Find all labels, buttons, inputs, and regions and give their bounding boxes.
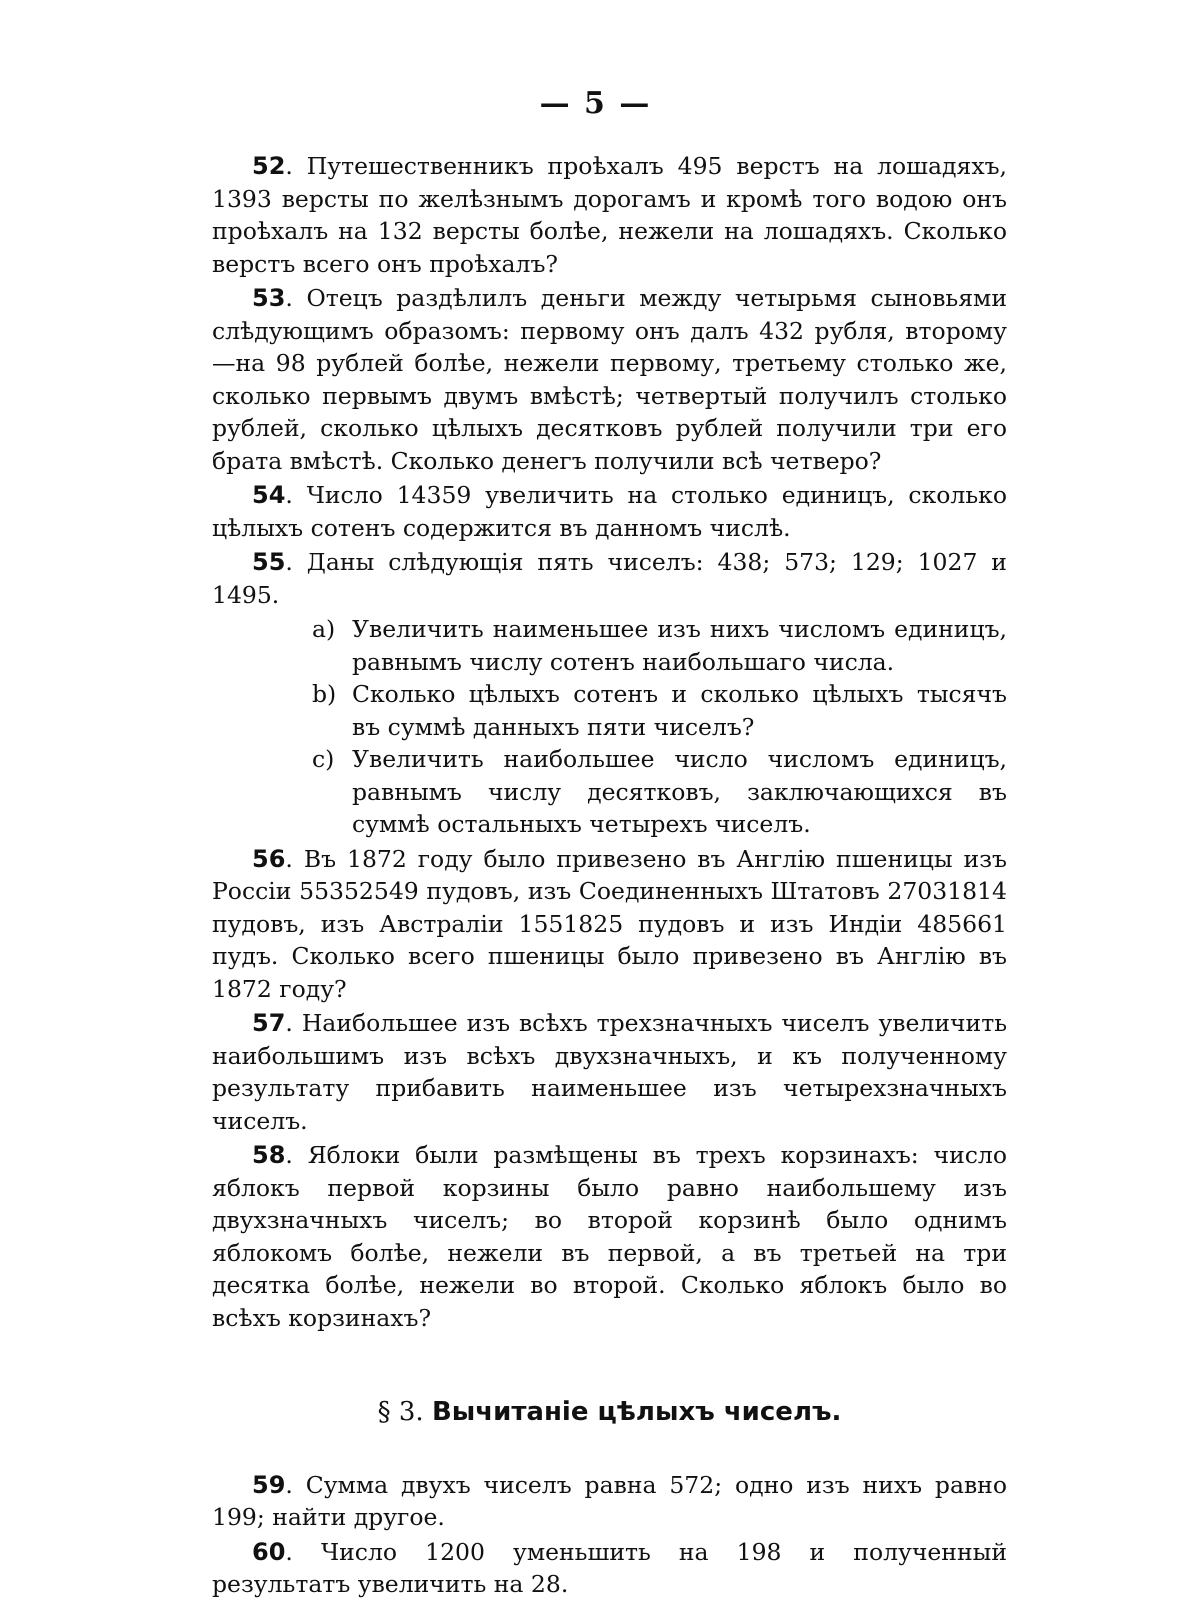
section-label: § 3. xyxy=(377,1397,424,1427)
problem-number: 58 xyxy=(252,1141,286,1169)
problem-text: Число 1200 уменьшить на 198 и полученный результатъ увеличить на 28. xyxy=(212,1537,1007,1598)
problem-60: 60. Число 1200 уменьшить на 198 и полученный результатъ увеличить на 28. xyxy=(212,1537,1007,1598)
problem-number: 54 xyxy=(252,481,286,509)
problem-58: 58. Яблоки были размѣщены въ трехъ корзинахъ: число яблокъ первой корзины было равно наибольшему изъ двухзначныхъ чиселъ; во второй корзинѣ было однимъ яблокомъ болѣе, нежели въ первой, а въ третьей на три десятка болѣе, нежели во второй. Сколько яблокъ было во всѣхъ корзинахъ? xyxy=(212,1141,1007,1332)
page-body xyxy=(212,150,1007,1603)
subitem-text: Увеличить наибольшее число числомъ единицъ, равнымъ числу десятковъ, заключающихся въ суммѣ остальныхъ четырехъ чиселъ. xyxy=(352,745,1007,838)
problem-56: 56. Въ 1872 году было привезено въ Англію пшеницы изъ Россіи 55352549 пудовъ, изъ Соединенныхъ Штатовъ 27031814 пудовъ, изъ Австраліи 1551825 пудовъ и изъ Индіи 485661 пудъ. Сколько всего пшеницы было привезено въ Англію въ 1872 году? xyxy=(212,844,1007,1003)
problem-number: 52 xyxy=(252,152,286,180)
section-title: Вычитаніе цѣлыхъ чиселъ. xyxy=(431,1397,842,1427)
problem-55: 55. Даны слѣдующія пять чиселъ: 438; 573; 129; 1027 и 1495. xyxy=(212,548,1007,609)
subitem-marker: c) xyxy=(312,745,335,773)
problem-number: 55 xyxy=(252,548,286,576)
problem-text: Число 14359 увеличить на столько единицъ, сколько цѣлыхъ сотенъ содержится въ данномъ числѣ. xyxy=(212,481,1007,542)
problem-number: 59 xyxy=(252,1470,286,1499)
problem-text: Путешественникъ проѣхалъ 495 верстъ на лошадяхъ, 1393 версты по желѣзнымъ дорогамъ и кромѣ того водою онъ проѣхалъ на 132 версты болѣе, нежели на лошадяхъ. Сколько верстъ всего онъ проѣхалъ? xyxy=(212,152,1007,278)
subitem-marker: b) xyxy=(312,680,337,708)
page-number: — 5 — xyxy=(539,86,652,121)
problem-text: Отецъ раздѣлилъ деньги между четырьмя сыновьями слѣдующимъ образомъ: первому онъ далъ 432 рубля, второму—на 98 рублей болѣе, нежели первому, третьему столько же, сколько первымъ двумъ вмѣстѣ; четвертый получилъ столько рублей, сколько цѣлыхъ десятковъ рублей получили три его брата вмѣстѣ. Сколько денегъ получили всѣ четверо? xyxy=(212,284,1007,475)
subitem-marker: a) xyxy=(312,615,336,643)
problem-57: 57. Наибольшее изъ всѣхъ трехзначныхъ чиселъ увеличить наибольшимъ изъ всѣхъ двухзначныхъ, и къ полученному результату прибавить наименьшее изъ четырехзначныхъ чиселъ. xyxy=(212,1009,1007,1135)
subitem-c xyxy=(212,743,1007,841)
subitem-text: Увеличить наименьшее изъ нихъ числомъ единицъ, равнымъ числу сотенъ наибольшаго числа. xyxy=(352,615,1007,676)
subitem-a xyxy=(212,613,1007,678)
subitem-b xyxy=(212,678,1007,743)
problem-55-subitems xyxy=(212,613,1007,841)
section-heading xyxy=(212,1396,1007,1429)
problem-59: 59. Сумма двухъ чиселъ равна 572; одно изъ нихъ равно 199; найти другое. xyxy=(212,1470,1007,1531)
problem-text: Даны слѣдующія пять чиселъ: 438; 573; 129; 1027 и 1495. xyxy=(212,548,1007,609)
problem-number: 60 xyxy=(252,1537,286,1566)
problem-text: Наибольшее изъ всѣхъ трехзначныхъ чиселъ увеличить наибольшимъ изъ всѣхъ двухзначныхъ, и къ полученному результату прибавить наименьшее изъ четырехзначныхъ чиселъ. xyxy=(212,1009,1007,1135)
subitem-text: Сколько цѣлыхъ сотенъ и сколько цѣлыхъ тысячъ въ суммѣ данныхъ пяти чиселъ? xyxy=(352,680,1007,741)
problem-text: Сумма двухъ чиселъ равна 572; одно изъ нихъ равно 199; найти другое. xyxy=(212,1470,1007,1531)
problem-text: Яблоки были размѣщены въ трехъ корзинахъ: число яблокъ первой корзины было равно наибольшему изъ двухзначныхъ чиселъ; во второй корзинѣ было однимъ яблокомъ болѣе, нежели въ первой, а въ третьей на три десятка болѣе, нежели во второй. Сколько яблокъ было во всѣхъ корзинахъ? xyxy=(212,1141,1007,1332)
problem-52: 52. Путешественникъ проѣхалъ 495 верстъ на лошадяхъ, 1393 версты по желѣзнымъ дорогамъ и кромѣ того водою онъ проѣхалъ на 132 версты болѣе, нежели на лошадяхъ. Сколько верстъ всего онъ проѣхалъ? xyxy=(212,152,1007,278)
problem-number: 53 xyxy=(252,284,286,312)
problem-text: Въ 1872 году было привезено въ Англію пшеницы изъ Россіи 55352549 пудовъ, изъ Соединенныхъ Штатовъ 27031814 пудовъ, изъ Австраліи 1551825 пудовъ и изъ Индіи 485661 пудъ. Сколько всего пшеницы было привезено въ Англію въ 1872 году? xyxy=(212,844,1007,1003)
problem-number: 57 xyxy=(252,1009,286,1037)
problem-53: 53. Отецъ раздѣлилъ деньги между четырьмя сыновьями слѣдующимъ образомъ: первому онъ далъ 432 рубля, второму—на 98 рублей болѣе, нежели первому, третьему столько же, сколько первымъ двумъ вмѣстѣ; четвертый получилъ столько рублей, сколько цѣлыхъ десятковъ рублей получили три его брата вмѣстѣ. Сколько денегъ получили всѣ четверо? xyxy=(212,284,1007,475)
problem-number: 56 xyxy=(252,844,286,873)
problem-54: 54. Число 14359 увеличить на столько единицъ, сколько цѣлыхъ сотенъ содержится въ данномъ числѣ. xyxy=(212,481,1007,542)
